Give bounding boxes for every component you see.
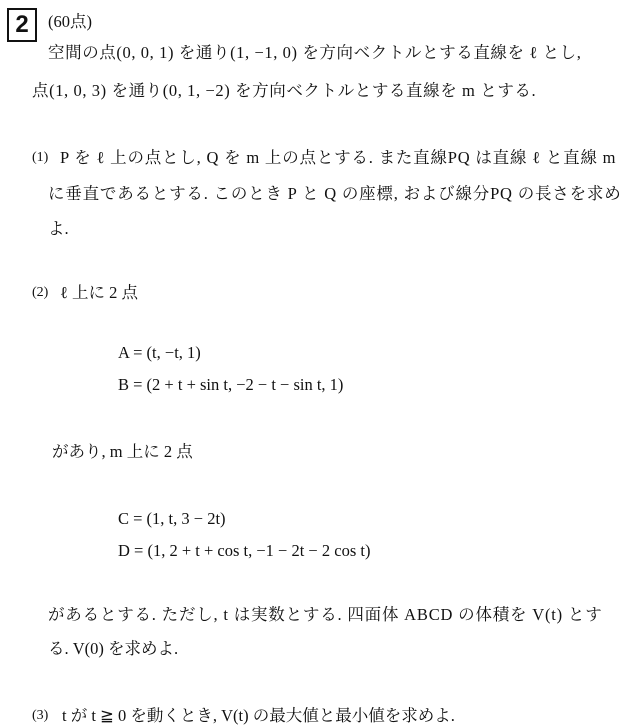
point-b: B = (2 + t + sin t, −2 − t − sin t, 1) (118, 375, 344, 394)
part2-mid: があり, m 上に 2 点 (52, 442, 193, 461)
point-a: A = (t, −t, 1) (118, 343, 201, 362)
part3-label: (3) (32, 708, 49, 723)
part2-label: (2) (32, 285, 49, 300)
points-label: (60点) (48, 12, 92, 31)
part2-lead: ℓ 上に 2 点 (60, 283, 139, 302)
point-c: C = (1, t, 3 − 2t) (118, 509, 226, 528)
part3-text: t が t ≧ 0 を動くとき, V(t) の最大値と最小値を求めよ. (62, 706, 455, 725)
part1-line-1: P を ℓ 上の点とし, Q を m 上の点とする. また直線PQ は直線 ℓ と直線 m (60, 148, 617, 167)
part1-label: (1) (32, 150, 49, 165)
problem-number-box: 2 (7, 8, 37, 42)
part1-line-2: に垂直であるとする. このとき P と Q の座標, および線分PQ の長さを求め (48, 184, 622, 203)
part2-line-2: る. V(0) を求めよ. (48, 639, 179, 658)
intro-line-2: 点(1, 0, 3) を通り(0, 1, −2) を方向ベクトルとする直線を m とする. (32, 81, 537, 100)
intro-line-1: 空間の点(0, 0, 1) を通り(1, −1, 0) を方向ベクトルとする直線を ℓ とし, (48, 43, 582, 62)
point-d: D = (1, 2 + t + cos t, −1 − 2t − 2 cos t) (118, 541, 371, 560)
part1-line-3: よ. (48, 219, 69, 238)
part2-line-1: があるとする. ただし, t は実数とする. 四面体 ABCD の体積を V(t) とす (48, 605, 603, 624)
